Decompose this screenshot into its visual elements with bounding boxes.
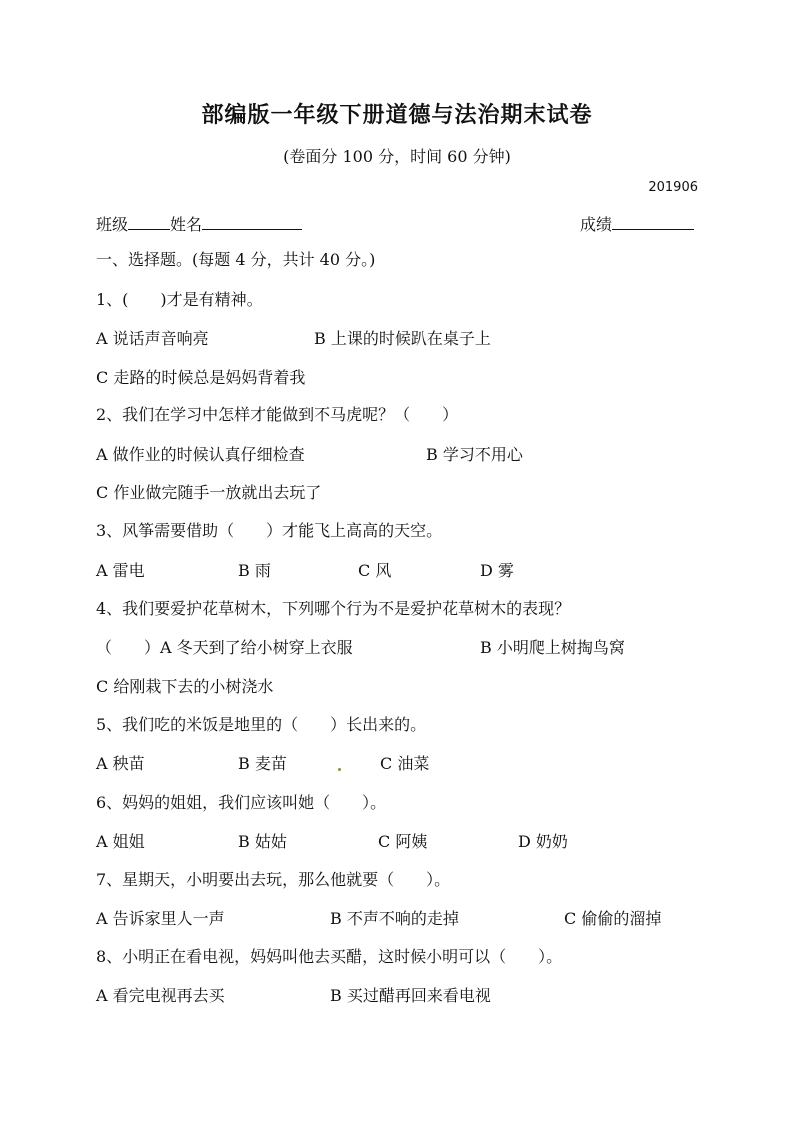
option-c[interactable]: C 作业做完随手一放就出去玩了 <box>96 483 322 502</box>
question-stem: 2、我们在学习中怎样才能做到不马虎呢？（ ） <box>96 405 459 424</box>
option-b[interactable]: B 学习不用心 <box>426 445 523 464</box>
option-b[interactable]: B 麦苗 <box>238 754 287 773</box>
exam-date: 201906 <box>648 180 698 195</box>
option-b[interactable]: B 小明爬上树掏鸟窝 <box>480 638 625 657</box>
option-a[interactable]: A 雷电 <box>96 561 145 580</box>
score-blank[interactable] <box>612 213 694 230</box>
option-c[interactable]: C 阿姨 <box>378 832 428 851</box>
question-stem: 1、( )才是有精神。 <box>96 290 263 309</box>
option-d[interactable]: D 奶奶 <box>518 832 568 851</box>
option-a[interactable]: A 秧苗 <box>96 754 145 773</box>
question-stem-continued[interactable]: （ ）A 冬天到了给小树穿上衣服 <box>96 638 353 657</box>
option-a[interactable]: A 做作业的时候认真仔细检查 <box>96 445 305 464</box>
name-blank[interactable] <box>202 213 302 230</box>
option-c[interactable]: C 偷偷的溜掉 <box>564 909 662 928</box>
score-label: 成绩 <box>580 215 613 234</box>
option-d[interactable]: D 雾 <box>480 561 514 580</box>
question-stem: 3、风筝需要借助（ ）才能飞上高高的天空。 <box>96 521 443 540</box>
question-stem: 8、小明正在看电视，妈妈叫他去买醋，这时候小明可以（ ）。 <box>96 947 563 966</box>
option-a[interactable]: A 看完电视再去买 <box>96 986 225 1005</box>
question-stem: 6、妈妈的姐姐，我们应该叫她（ ）。 <box>96 793 387 812</box>
option-c[interactable]: C 油菜 <box>380 754 430 773</box>
stray-dot <box>338 768 341 771</box>
score-line <box>580 213 694 235</box>
question-stem: 4、我们要爱护花草树木，下列哪个行为不是爱护花草树木的表现？ <box>96 599 571 618</box>
section-heading: 一、选择题。(每题 4 分，共计 40 分。) <box>96 250 376 269</box>
option-b[interactable]: B 不声不响的走掉 <box>330 909 459 928</box>
class-blank[interactable] <box>128 213 170 230</box>
option-a[interactable]: A 姐姐 <box>96 832 145 851</box>
exam-subtitle: (卷面分 100 分，时间 60 分钟) <box>283 147 511 166</box>
class-label: 班级 <box>96 215 129 234</box>
exam-title: 部编版一年级下册道德与法治期末试卷 <box>201 103 593 128</box>
option-c[interactable]: C 给刚栽下去的小树浇水 <box>96 677 274 696</box>
student-info-line <box>96 213 302 235</box>
option-a[interactable]: A 告诉家里人一声 <box>96 909 225 928</box>
option-c[interactable]: C 风 <box>358 561 392 580</box>
option-b[interactable]: B 雨 <box>238 561 271 580</box>
option-c[interactable]: C 走路的时候总是妈妈背着我 <box>96 368 306 387</box>
question-stem: 5、我们吃的米饭是地里的（ ）长出来的。 <box>96 715 427 734</box>
option-b[interactable]: B 买过醋再回来看电视 <box>330 986 491 1005</box>
option-a[interactable]: A 说话声音响亮 <box>96 329 209 348</box>
name-label: 姓名 <box>170 215 203 234</box>
option-b[interactable]: B 上课的时候趴在桌子上 <box>314 329 491 348</box>
option-b[interactable]: B 姑姑 <box>238 832 287 851</box>
question-stem: 7、星期天，小明要出去玩，那么他就要（ ）。 <box>96 870 451 889</box>
